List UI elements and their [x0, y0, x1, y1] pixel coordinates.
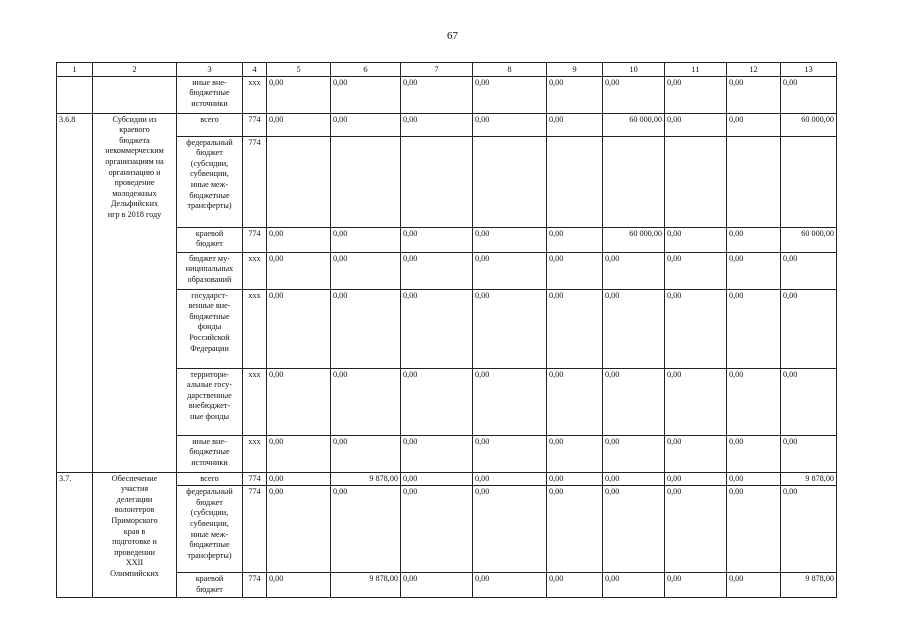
table-row: [57, 472, 837, 486]
amount-cell: 0,00: [473, 573, 547, 598]
amount-cell: 0,00: [547, 486, 603, 573]
grbs-code-cell: 774: [243, 136, 267, 227]
amount-cell: 0,00: [547, 435, 603, 472]
grbs-code-cell: 774: [243, 227, 267, 252]
amount-cell: 0,00: [727, 368, 781, 435]
item-number-cell: [57, 76, 93, 113]
amount-cell: 9 878,00: [331, 573, 401, 598]
amount-cell: 60 000,00: [603, 227, 665, 252]
amount-cell: [665, 136, 727, 227]
column-header: 9: [547, 63, 603, 77]
amount-cell: 0,00: [331, 486, 401, 573]
amount-cell: 0,00: [401, 573, 473, 598]
grbs-code-cell: ххх: [243, 76, 267, 113]
amount-cell: [473, 136, 547, 227]
amount-cell: 0,00: [665, 76, 727, 113]
amount-cell: 0,00: [727, 573, 781, 598]
funding-source-cell: федеральный бюджет (субсидии, субвенции, иные меж- бюджетные трансферты): [177, 486, 243, 573]
amount-cell: 0,00: [267, 76, 331, 113]
amount-cell: [781, 136, 837, 227]
item-name-cell: [93, 76, 177, 113]
amount-cell: 9 878,00: [331, 472, 401, 486]
amount-cell: 0,00: [727, 227, 781, 252]
amount-cell: 0,00: [727, 76, 781, 113]
amount-cell: [267, 136, 331, 227]
amount-cell: 0,00: [401, 252, 473, 289]
amount-cell: [331, 136, 401, 227]
amount-cell: 0,00: [727, 252, 781, 289]
column-header: 5: [267, 63, 331, 77]
amount-cell: 0,00: [603, 368, 665, 435]
amount-cell: 0,00: [267, 472, 331, 486]
amount-cell: 0,00: [603, 76, 665, 113]
funding-source-cell: краевой бюджет: [177, 227, 243, 252]
amount-cell: 0,00: [781, 435, 837, 472]
amount-cell: 0,00: [781, 486, 837, 573]
amount-cell: 0,00: [781, 289, 837, 368]
amount-cell: 0,00: [401, 113, 473, 136]
funding-source-cell: краевой бюджет: [177, 573, 243, 598]
amount-cell: 0,00: [603, 472, 665, 486]
amount-cell: 60 000,00: [603, 113, 665, 136]
amount-cell: 0,00: [401, 289, 473, 368]
column-header: 7: [401, 63, 473, 77]
column-header: 6: [331, 63, 401, 77]
item-number-cell: 3.7.: [57, 472, 93, 598]
amount-cell: 0,00: [665, 368, 727, 435]
amount-cell: 60 000,00: [781, 113, 837, 136]
amount-cell: 0,00: [267, 573, 331, 598]
amount-cell: 0,00: [781, 368, 837, 435]
amount-cell: 0,00: [473, 486, 547, 573]
amount-cell: 0,00: [665, 289, 727, 368]
amount-cell: 0,00: [547, 289, 603, 368]
amount-cell: 0,00: [473, 289, 547, 368]
amount-cell: 0,00: [603, 252, 665, 289]
grbs-code-cell: 774: [243, 472, 267, 486]
item-name-cell: Обеспечение участия делегации волонтеров Приморского края в подготовке и проведении XXII Олимпийских: [93, 472, 177, 598]
amount-cell: 0,00: [665, 252, 727, 289]
amount-cell: 0,00: [331, 113, 401, 136]
amount-cell: 0,00: [727, 289, 781, 368]
amount-cell: 0,00: [331, 252, 401, 289]
amount-cell: 0,00: [603, 435, 665, 472]
amount-cell: 0,00: [401, 368, 473, 435]
funding-source-cell: территори- альные госу- дарственные внебюджет- ные фонды: [177, 368, 243, 435]
amount-cell: 0,00: [331, 227, 401, 252]
amount-cell: 0,00: [547, 472, 603, 486]
amount-cell: 0,00: [401, 435, 473, 472]
amount-cell: 0,00: [547, 573, 603, 598]
amount-cell: 0,00: [267, 289, 331, 368]
funding-source-cell: бюджет му- ниципальных образований: [177, 252, 243, 289]
amount-cell: 0,00: [267, 252, 331, 289]
column-header: 1: [57, 63, 93, 77]
amount-cell: 0,00: [401, 472, 473, 486]
amount-cell: 9 878,00: [781, 472, 837, 486]
amount-cell: 0,00: [331, 76, 401, 113]
amount-cell: 0,00: [401, 76, 473, 113]
amount-cell: 0,00: [603, 289, 665, 368]
table-row: [57, 113, 837, 136]
item-number-cell: 3.6.8: [57, 113, 93, 472]
page-number: 67: [447, 30, 458, 42]
grbs-code-cell: 774: [243, 113, 267, 136]
grbs-code-cell: ххх: [243, 435, 267, 472]
column-header: 2: [93, 63, 177, 77]
funding-source-cell: государст- венные вне- бюджетные фонды Российской Федерации: [177, 289, 243, 368]
amount-cell: 0,00: [665, 227, 727, 252]
column-header: 4: [243, 63, 267, 77]
item-name-cell: Субсидии из краевого бюджета некоммерческим организациям на организацию и проведение молодежных Дельфийских игр в 2018 году: [93, 113, 177, 472]
amount-cell: [547, 136, 603, 227]
budget-table: [56, 62, 837, 598]
funding-source-cell: всего: [177, 113, 243, 136]
amount-cell: 0,00: [331, 368, 401, 435]
amount-cell: 0,00: [603, 486, 665, 573]
amount-cell: 0,00: [781, 252, 837, 289]
amount-cell: 0,00: [665, 486, 727, 573]
amount-cell: 0,00: [267, 368, 331, 435]
grbs-code-cell: 774: [243, 573, 267, 598]
column-header: 11: [665, 63, 727, 77]
column-header: 3: [177, 63, 243, 77]
amount-cell: 0,00: [727, 435, 781, 472]
amount-cell: 0,00: [267, 227, 331, 252]
amount-cell: 0,00: [603, 573, 665, 598]
amount-cell: 9 878,00: [781, 573, 837, 598]
amount-cell: 0,00: [781, 76, 837, 113]
amount-cell: 0,00: [727, 486, 781, 573]
amount-cell: 0,00: [401, 227, 473, 252]
grbs-code-cell: 774: [243, 486, 267, 573]
amount-cell: [603, 136, 665, 227]
amount-cell: 0,00: [547, 227, 603, 252]
grbs-code-cell: ххх: [243, 252, 267, 289]
amount-cell: 0,00: [547, 368, 603, 435]
funding-source-cell: иные вне- бюджетные источники: [177, 435, 243, 472]
amount-cell: 0,00: [331, 289, 401, 368]
amount-cell: 0,00: [473, 435, 547, 472]
column-header: 8: [473, 63, 547, 77]
amount-cell: 0,00: [473, 252, 547, 289]
amount-cell: 0,00: [727, 472, 781, 486]
grbs-code-cell: ххх: [243, 289, 267, 368]
amount-cell: 0,00: [473, 472, 547, 486]
column-header: 13: [781, 63, 837, 77]
grbs-code-cell: ххх: [243, 368, 267, 435]
amount-cell: [401, 136, 473, 227]
amount-cell: 0,00: [267, 435, 331, 472]
column-header: 10: [603, 63, 665, 77]
funding-source-cell: иные вне- бюджетные источники: [177, 76, 243, 113]
amount-cell: 60 000,00: [781, 227, 837, 252]
amount-cell: 0,00: [547, 113, 603, 136]
column-header: 12: [727, 63, 781, 77]
table-row: [57, 76, 837, 113]
amount-cell: 0,00: [547, 76, 603, 113]
amount-cell: 0,00: [267, 486, 331, 573]
funding-source-cell: федеральный бюджет (субсидии, субвенции, иные меж- бюджетные трансферты): [177, 136, 243, 227]
amount-cell: 0,00: [665, 573, 727, 598]
amount-cell: 0,00: [401, 486, 473, 573]
amount-cell: 0,00: [267, 113, 331, 136]
funding-source-cell: всего: [177, 472, 243, 486]
amount-cell: 0,00: [473, 113, 547, 136]
amount-cell: 0,00: [547, 252, 603, 289]
header-row: [57, 63, 837, 77]
amount-cell: 0,00: [473, 368, 547, 435]
amount-cell: 0,00: [473, 76, 547, 113]
amount-cell: 0,00: [665, 113, 727, 136]
amount-cell: 0,00: [331, 435, 401, 472]
amount-cell: [727, 136, 781, 227]
amount-cell: 0,00: [665, 472, 727, 486]
amount-cell: 0,00: [473, 227, 547, 252]
amount-cell: 0,00: [727, 113, 781, 136]
amount-cell: 0,00: [665, 435, 727, 472]
